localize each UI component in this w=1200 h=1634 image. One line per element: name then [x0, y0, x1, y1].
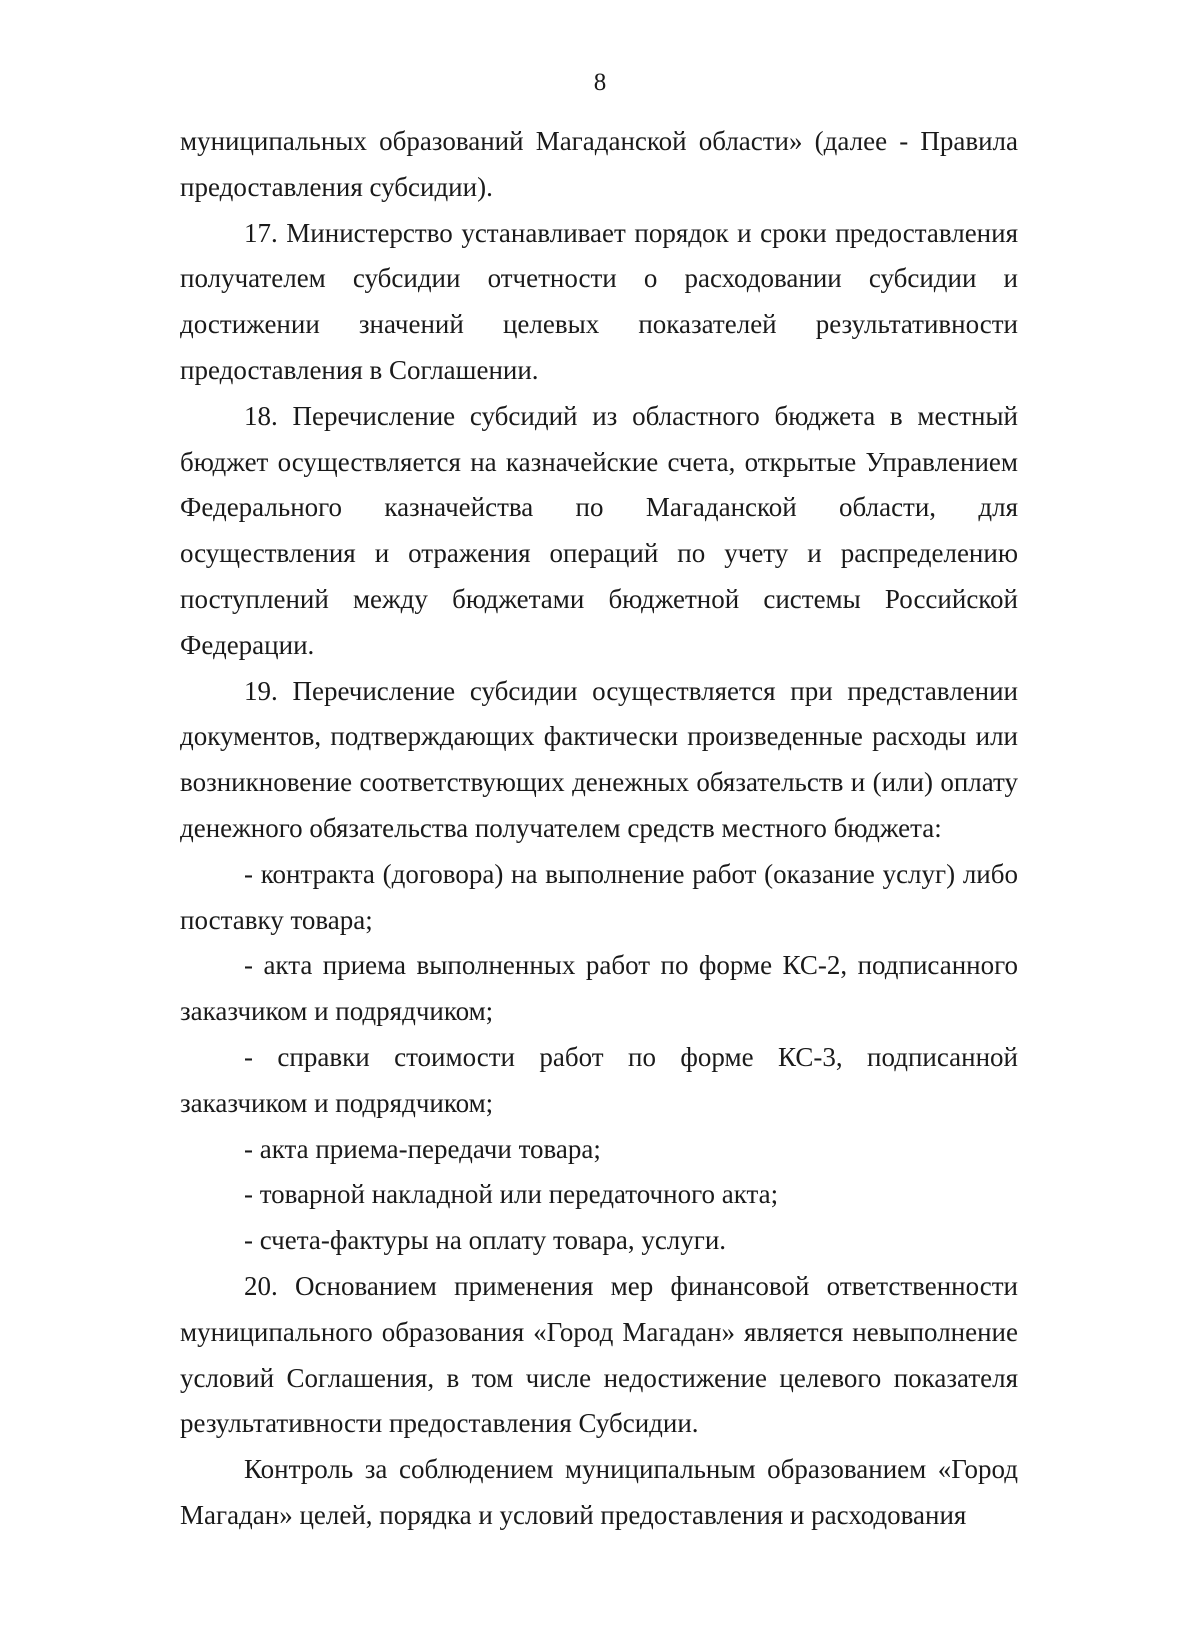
paragraph-20: 20. Основанием применения мер финансовой ответственности муниципального образования «Город Магадан» является невыполнение условий Соглашения, в том числе недостижение целевого показателя результативности предоставления Субсидии. — [180, 1270, 1018, 1439]
paragraph-control: Контроль за соблюдением муниципальным образованием «Город Магадан» целей, порядка и условий предоставления и расходования — [180, 1454, 1018, 1530]
paragraph-continuation: муниципальных образований Магаданской области» (далее - Правила предоставления субсидии). — [180, 126, 1018, 202]
paragraph-17: 17. Министерство устанавливает порядок и сроки предоставления получателем субсидии отчетности о расходовании субсидии и достижении значений целевых показателей результативности предоставления в Соглашении. — [180, 217, 1018, 385]
list-item-ks2-act: - акта приема выполненных работ по форме КС-2, подписанного заказчиком и подрядчиком; — [180, 950, 1018, 1027]
paragraph-19: 19. Перечисление субсидии осуществляется при представлении документов, подтверждающих фактически произведенные расходы или возникновение соответствующих денежных обязательств и (или) оплату денежного обязательства получателем средств местного бюджета: — [180, 675, 1018, 843]
paragraph-18: 18. Перечисление субсидий из областного бюджета в местный бюджет осуществляется на казначейские счета, открытые Управлением Федерального казначейства по Магаданской области, для осуществления и отражения операций по учету и распределению поступлений между бюджетами бюджетной системы Российской Федерации. — [180, 400, 1018, 660]
list-item-waybill: - товарной накладной или передаточного акта; — [244, 1179, 779, 1210]
document-body — [180, 119, 1018, 1539]
list-item-invoice: - счета-фактуры на оплату товара, услуги. — [244, 1225, 727, 1256]
list-item-contract: - контракта (договора) на выполнение работ (оказание услуг) либо поставку товара; — [180, 858, 1018, 935]
list-item-ks3-certificate: - справки стоимости работ по форме КС-3, подписанной заказчиком и подрядчиком; — [180, 1041, 1018, 1118]
list-item-transfer-act: - акта приема-передачи товара; — [244, 1133, 601, 1164]
page-number: 8 — [593, 69, 607, 96]
